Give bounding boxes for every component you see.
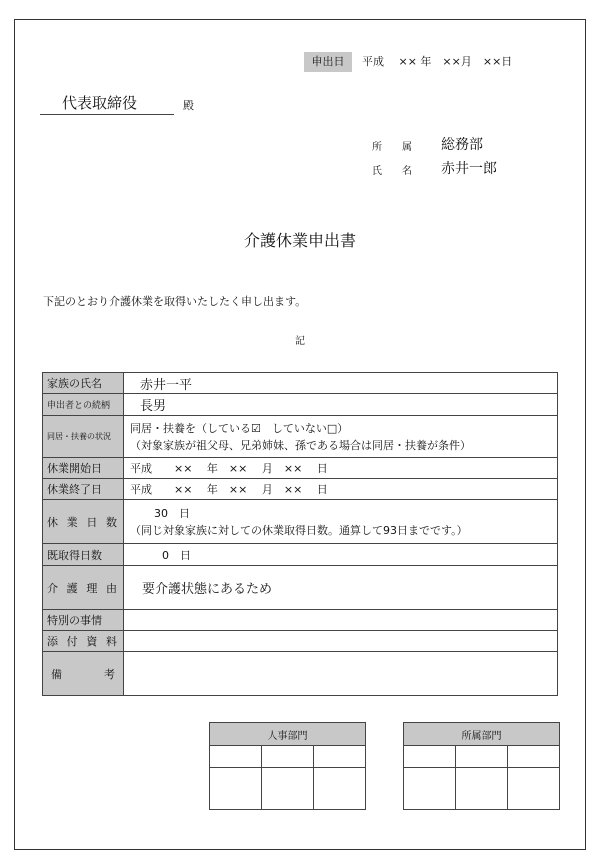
affiliation-label: 所 属 [372, 142, 412, 153]
leave-days-value [124, 500, 558, 544]
start-date-value: 平成 ×× 年 ×× 月 ×× 日 [124, 458, 558, 479]
row-cohabit [43, 416, 558, 458]
row-family-name [43, 373, 558, 394]
taken-days-text: 0 日 [162, 548, 191, 562]
row-start-date [43, 458, 558, 479]
special-label: 特別の事情 [43, 610, 124, 631]
stamp-hr-cell [314, 768, 366, 810]
row-leave-days [43, 500, 558, 544]
addressee-underline [40, 114, 174, 115]
taken-days-label: 既取得日数 [43, 544, 124, 566]
stamp-hr-cell [262, 768, 314, 810]
care-reason-text: 要介護状態にあるため [142, 582, 273, 597]
remarks-label: 備考 [43, 652, 124, 696]
remarks-value [124, 652, 558, 696]
row-end-date [43, 479, 558, 500]
stamp-hr-cell [314, 746, 366, 768]
leave-days-line1: 30 日 [154, 506, 190, 520]
affiliation-value: 総務部 [441, 137, 483, 153]
taken-days-value [124, 544, 558, 566]
leave-days-label: 休業日数 [43, 500, 124, 544]
end-date-label: 休業終了日 [43, 479, 124, 500]
stamp-dept-cell [404, 768, 456, 810]
stamp-hr-cell [210, 768, 262, 810]
attachments-value [124, 631, 558, 652]
stamp-dept-cell [456, 746, 508, 768]
stamp-box-hr [209, 722, 366, 810]
stamp-dept-cell [508, 768, 560, 810]
care-reason-value [124, 566, 558, 610]
stamp-dept-cell [404, 746, 456, 768]
row-attachments [43, 631, 558, 652]
document-title: 介護休業申出書 [243, 231, 356, 250]
intro-text: 下記のとおり介護休業を取得いたしたく申し出ます。 [43, 295, 307, 308]
stamp-dept-title: 所属部門 [404, 723, 560, 746]
stamp-hr-title: 人事部門 [210, 723, 366, 746]
addressee-honorific: 殿 [183, 99, 194, 112]
family-name-text: 赤井一平 [140, 377, 193, 393]
leave-form-table [42, 372, 558, 696]
leave-days-line2: （同じ対象家族に対しての休業取得日数。通算して93日までです。） [130, 523, 468, 537]
stamp-dept-cell [508, 746, 560, 768]
cohabit-label: 同居・扶養の状況 [43, 416, 124, 458]
stamp-box-dept [403, 722, 560, 810]
date-label: 申出日 [304, 52, 352, 72]
row-care-reason [43, 566, 558, 610]
cohabit-line2: （対象家族が祖父母、兄弟姉妹、孫である場合は同居・扶養が条件） [130, 438, 471, 452]
end-date-value: 平成 ×× 年 ×× 月 ×× 日 [124, 479, 558, 500]
family-name-label: 家族の氏名 [43, 373, 124, 394]
row-remarks [43, 652, 558, 696]
cohabit-value [124, 416, 558, 458]
relation-value [124, 394, 558, 416]
attachments-label: 添付資料 [43, 631, 124, 652]
application-date: 平成 ×× 年 ××月 ××日 [362, 55, 513, 68]
addressee-name: 代表取締役 [62, 94, 138, 112]
name-label: 氏 名 [372, 166, 412, 177]
row-special [43, 610, 558, 631]
start-date-label: 休業開始日 [43, 458, 124, 479]
relation-text: 長男 [140, 399, 167, 414]
ki-marker: 記 [295, 336, 305, 347]
special-value [124, 610, 558, 631]
stamp-hr-cell [262, 746, 314, 768]
stamp-dept-cell [456, 768, 508, 810]
care-reason-label: 介護理由 [43, 566, 124, 610]
cohabit-line1: 同居・扶養を（している☑ していない□） [130, 421, 349, 435]
applicant-name: 赤井一郎 [441, 161, 497, 177]
stamp-hr-cell [210, 746, 262, 768]
family-name-value [124, 373, 558, 394]
row-relation [43, 394, 558, 416]
row-taken-days [43, 544, 558, 566]
relation-label: 申出者との続柄 [43, 394, 124, 416]
